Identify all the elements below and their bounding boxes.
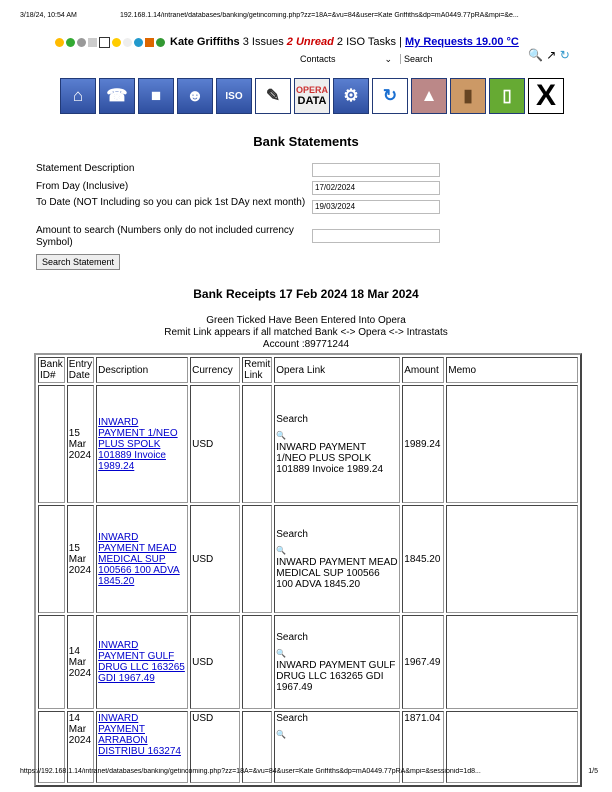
bank-id-cell bbox=[38, 385, 65, 503]
settings-button[interactable] bbox=[333, 78, 369, 114]
memo-cell[interactable] bbox=[446, 385, 578, 503]
unread-count[interactable]: 2 Unread bbox=[286, 36, 334, 48]
user-name: Kate Griffiths bbox=[170, 36, 240, 48]
table-header-row bbox=[38, 357, 578, 383]
statement-description-input[interactable] bbox=[312, 163, 440, 177]
to-date-input[interactable]: 19/03/2024 bbox=[312, 200, 440, 214]
description-link[interactable]: INWARD PAYMENT GULF DRUG LLC 163265 GDI 1967.49 bbox=[98, 640, 185, 684]
remit-link-note: Remit Link appears if all matched Bank <-> Opera <-> Intrastats bbox=[164, 327, 448, 338]
smiley-icon[interactable] bbox=[112, 38, 121, 47]
refresh-icon: ↻ bbox=[382, 86, 398, 105]
opera-text: INWARD PAYMENT 1/NEO PLUS SPOLK 101889 Invoice 1989.24 bbox=[276, 441, 384, 475]
user-icon[interactable] bbox=[156, 38, 165, 47]
page-title: Bank Statements bbox=[253, 134, 359, 149]
top-icons bbox=[528, 48, 570, 62]
people-button[interactable] bbox=[177, 78, 213, 114]
opera-search-label: Search bbox=[276, 631, 308, 643]
gear-icon: ⚙ bbox=[343, 86, 359, 105]
opera-text: INWARD PAYMENT MEAD MEDICAL SUP 100566 100 ADVA 1845.20 bbox=[276, 556, 398, 590]
box-button[interactable] bbox=[450, 78, 486, 114]
remit-link-cell bbox=[242, 615, 272, 709]
account-number: Account :89771244 bbox=[262, 339, 350, 350]
date-cell: 14 Mar 2024 bbox=[67, 711, 94, 783]
statement-search-form bbox=[36, 163, 446, 270]
remit-link-cell bbox=[242, 385, 272, 503]
phone-button[interactable] bbox=[99, 78, 135, 114]
amount-cell: 1845.20 bbox=[402, 505, 444, 613]
table-row bbox=[38, 505, 578, 613]
chevron-down-icon: ⌄ bbox=[384, 54, 392, 64]
main-toolbar bbox=[60, 78, 564, 114]
green-tick-note: Green Ticked Have Been Entered Into Opera bbox=[206, 315, 406, 326]
close-button[interactable] bbox=[528, 78, 564, 114]
list-icon[interactable] bbox=[88, 38, 97, 47]
building-icon: ■ bbox=[150, 86, 162, 105]
search-icon[interactable]: 🔍 bbox=[528, 48, 543, 62]
pencil-icon: ✎ bbox=[265, 86, 281, 105]
chart-button[interactable] bbox=[411, 78, 447, 114]
table-row bbox=[38, 385, 578, 503]
print-header bbox=[20, 12, 598, 19]
refresh-button[interactable] bbox=[372, 78, 408, 114]
opera-text: INWARD PAYMENT GULF DRUG LLC 163265 GDI 1967.49 bbox=[276, 659, 396, 693]
bank-id-cell bbox=[38, 615, 65, 709]
date-cell: 15 Mar 2024 bbox=[67, 385, 94, 503]
currency-cell: USD bbox=[190, 615, 240, 709]
from-day-label: From Day (Inclusive) bbox=[36, 181, 129, 192]
opera-search-label: Search bbox=[276, 528, 308, 540]
close-icon: X bbox=[535, 79, 556, 112]
receipts-title: Bank Receipts 17 Feb 2024 18 Mar 2024 bbox=[193, 287, 419, 301]
search-icon[interactable]: 🔍 bbox=[276, 430, 287, 440]
data-label: DATA bbox=[297, 95, 327, 107]
external-link-icon[interactable]: ↗ bbox=[546, 48, 557, 62]
col-memo: Memo bbox=[446, 357, 578, 383]
book-icon: ▯ bbox=[502, 86, 512, 105]
col-opera-link: Opera Link bbox=[274, 357, 400, 383]
memo-cell[interactable] bbox=[446, 505, 578, 613]
issues-count[interactable]: 3 Issues bbox=[242, 36, 284, 48]
col-remit-link: Remit Link bbox=[244, 359, 271, 381]
col-currency: Currency bbox=[190, 357, 240, 383]
book-button[interactable] bbox=[489, 78, 525, 114]
opera-search-label: Search bbox=[276, 713, 308, 724]
remit-link-cell bbox=[242, 505, 272, 613]
search-statement-button[interactable]: Search Statement bbox=[36, 254, 120, 270]
contacts-label: Contacts bbox=[300, 54, 336, 64]
people-icon: ☻ bbox=[186, 86, 204, 105]
iso-tasks[interactable]: 2 ISO Tasks | bbox=[336, 36, 402, 48]
statement-description-label: Statement Description bbox=[36, 163, 135, 174]
currency-cell: USD bbox=[190, 505, 240, 613]
print-footer bbox=[20, 768, 598, 775]
currency-cell: USD bbox=[190, 385, 240, 503]
from-day-input[interactable]: 17/02/2024 bbox=[312, 181, 440, 195]
top-status-bar bbox=[55, 34, 598, 50]
gear-icon[interactable] bbox=[77, 38, 86, 47]
world-icon[interactable] bbox=[134, 38, 143, 47]
table-row bbox=[38, 615, 578, 709]
box-icon: ▮ bbox=[463, 86, 473, 105]
description-link[interactable]: INWARD PAYMENT ARRABON DISTRIBU 163274 bbox=[98, 713, 181, 757]
print-url: 192.168.1.14/intranet/databases/banking/getincoming.php?zz=18A=&vu=84&user=Kate Griffiths&dp=mA0449.77pRA&mpi=&e... bbox=[120, 12, 519, 19]
my-requests-link[interactable]: My Requests 19.00 °C bbox=[405, 36, 519, 48]
contacts-select[interactable] bbox=[300, 54, 392, 65]
phone-icon: ☎ bbox=[106, 86, 128, 105]
star-icon[interactable] bbox=[55, 38, 64, 47]
chart-icon: ▲ bbox=[420, 86, 438, 105]
amount-label: Amount to search (Numbers only do not included currency Symbol) bbox=[36, 225, 294, 248]
warehouse-button[interactable] bbox=[138, 78, 174, 114]
notes-button[interactable] bbox=[255, 78, 291, 114]
date-cell: 15 Mar 2024 bbox=[67, 505, 94, 613]
home-button[interactable] bbox=[60, 78, 96, 114]
receipts-info bbox=[0, 315, 612, 351]
amount-input[interactable] bbox=[312, 229, 440, 243]
page-number: 1/5 bbox=[588, 768, 598, 775]
col-amount: Amount bbox=[402, 357, 444, 383]
description-link[interactable]: INWARD PAYMENT MEAD MEDICAL SUP 100566 100 ADVA 1845.20 bbox=[98, 531, 180, 587]
top-search-input[interactable]: Search bbox=[400, 54, 433, 64]
print-date: 3/18/24, 10:54 AM bbox=[20, 12, 77, 19]
to-date-label: To Date (NOT Including so you can pick 1st DAy next month) bbox=[36, 197, 306, 208]
bank-id-cell bbox=[38, 505, 65, 613]
warning-icon[interactable] bbox=[145, 38, 154, 47]
date-cell: 14 Mar 2024 bbox=[67, 615, 94, 709]
search-icon[interactable]: 🔍 bbox=[276, 730, 287, 739]
home-icon: ⌂ bbox=[72, 86, 84, 105]
description-link[interactable]: INWARD PAYMENT 1/NEO PLUS SPOLK 101889 Invoice 1989.24 bbox=[98, 416, 178, 472]
amount-cell: 1989.24 bbox=[402, 385, 444, 503]
col-bank-id: Bank ID# bbox=[40, 359, 63, 381]
iso-icon: ISO bbox=[225, 90, 243, 102]
currency-cell: USD bbox=[190, 711, 240, 783]
memo-cell[interactable] bbox=[446, 615, 578, 709]
amount-cell: 1871.04 bbox=[402, 711, 444, 783]
ruler-icon[interactable] bbox=[123, 38, 132, 47]
print-footer-url: https://192.168.1.14/intranet/databases/banking/getincoming.php?zz=18A=&vu=84&user=Kate Griffiths&dp=mA0449.77pRA&mpi=&sessionid=1d8... bbox=[20, 768, 481, 775]
col-entry-date: Entry Date bbox=[68, 359, 93, 381]
amount-cell: 1967.49 bbox=[402, 615, 444, 709]
col-description: Description bbox=[96, 357, 188, 383]
search-icon[interactable]: 🔍 bbox=[276, 648, 287, 658]
search-icon[interactable]: 🔍 bbox=[276, 545, 287, 555]
opera-search-label: Search bbox=[276, 413, 308, 425]
receipts-table bbox=[34, 353, 582, 787]
checkbox-icon[interactable] bbox=[99, 37, 110, 48]
opera-data-button[interactable] bbox=[294, 78, 330, 114]
iso-button[interactable] bbox=[216, 78, 252, 114]
refresh-icon[interactable]: ↻ bbox=[559, 48, 570, 62]
globe-icon[interactable] bbox=[66, 38, 75, 47]
opera-label: OPERA bbox=[295, 85, 328, 95]
